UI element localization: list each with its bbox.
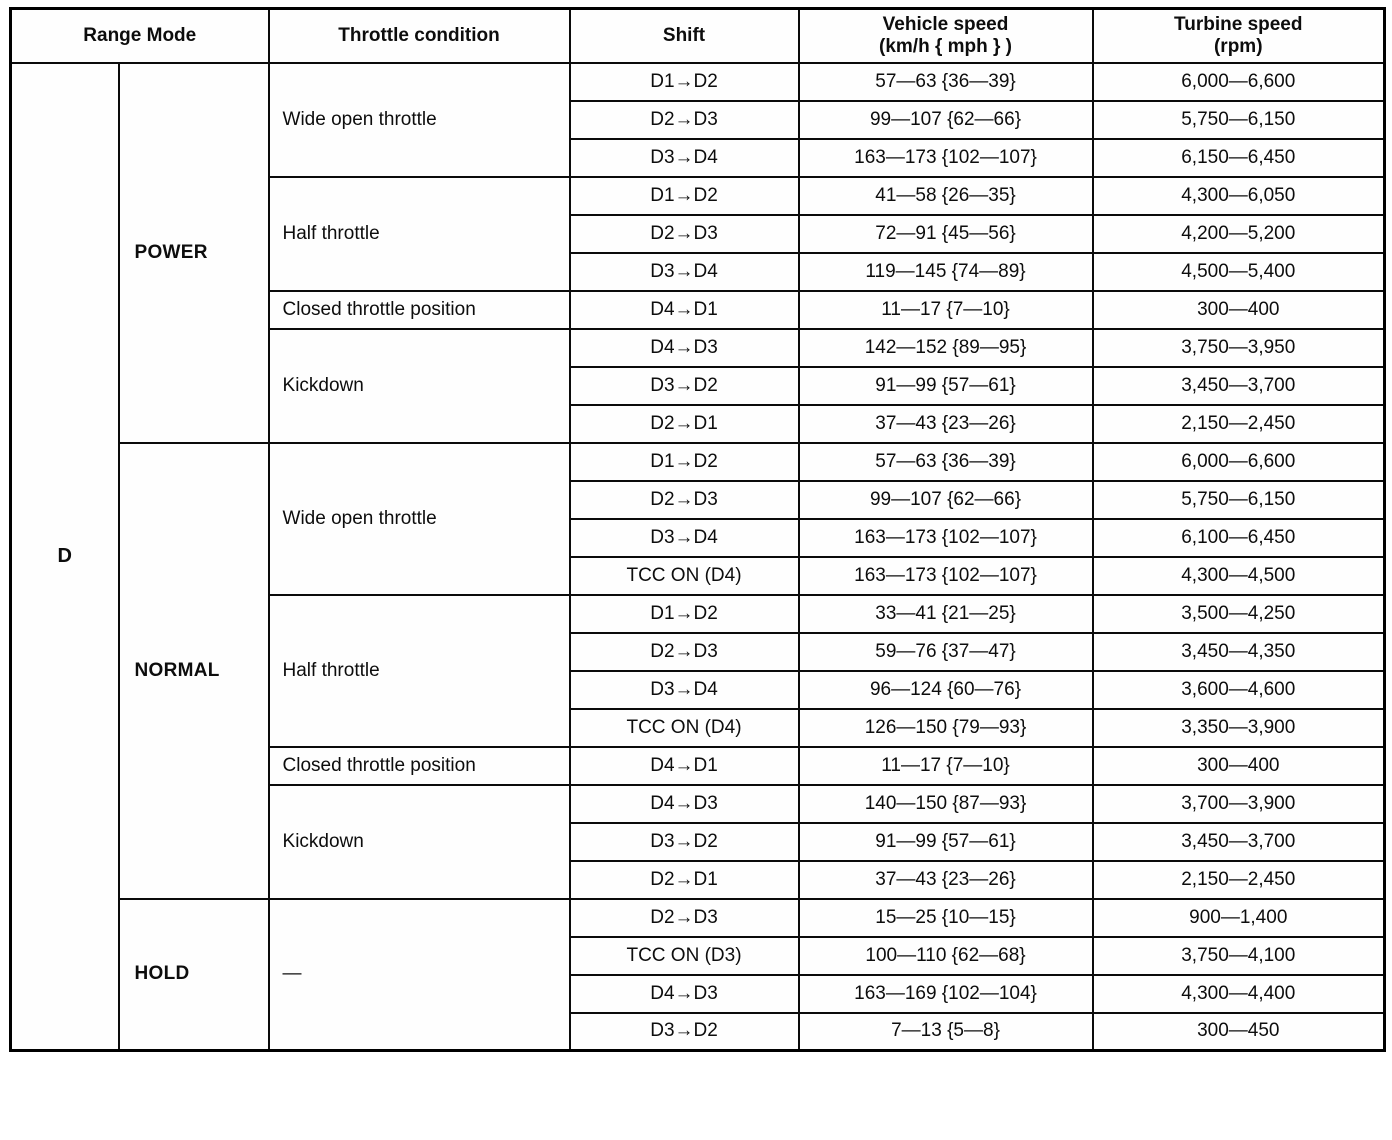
throttle-condition-cell: Wide open throttle bbox=[269, 443, 570, 595]
vehicle-speed-cell: 37—43 {23—26} bbox=[799, 405, 1093, 443]
header-range-mode bbox=[11, 9, 269, 63]
shift-cell: D3→D4 bbox=[570, 253, 799, 291]
vehicle-speed-cell: 15—25 {10—15} bbox=[799, 899, 1093, 937]
vehicle-speed-cell: 99—107 {62—66} bbox=[799, 481, 1093, 519]
shift-cell: D2→D3 bbox=[570, 481, 799, 519]
throttle-condition-cell: Wide open throttle bbox=[269, 63, 570, 177]
mode-cell: NORMAL bbox=[119, 443, 269, 899]
throttle-condition-cell: — bbox=[269, 899, 570, 1051]
turbine-speed-cell: 3,750—4,100 bbox=[1093, 937, 1385, 975]
vehicle-speed-cell: 57—63 {36—39} bbox=[799, 63, 1093, 101]
shift-cell: D1→D2 bbox=[570, 177, 799, 215]
shift-cell: D2→D1 bbox=[570, 861, 799, 899]
header-vehicle-speed-unit: (km/h { mph } ) bbox=[879, 35, 1013, 57]
shift-cell: TCC ON (D3) bbox=[570, 937, 799, 975]
turbine-speed-cell: 2,150—2,450 bbox=[1093, 405, 1385, 443]
table-body bbox=[11, 63, 1385, 1051]
header-vehicle-speed bbox=[799, 9, 1093, 63]
vehicle-speed-cell: 100—110 {62—68} bbox=[799, 937, 1093, 975]
throttle-condition-cell: Half throttle bbox=[269, 595, 570, 747]
shift-cell: TCC ON (D4) bbox=[570, 557, 799, 595]
shift-cell: D3→D4 bbox=[570, 671, 799, 709]
vehicle-speed-cell: 7—13 {5—8} bbox=[799, 1013, 1093, 1051]
throttle-condition-cell: Half throttle bbox=[269, 177, 570, 291]
shift-cell: TCC ON (D4) bbox=[570, 709, 799, 747]
shift-cell: D3→D4 bbox=[570, 139, 799, 177]
shift-cell: D3→D4 bbox=[570, 519, 799, 557]
header-throttle-condition-label: Throttle condition bbox=[338, 24, 500, 46]
table-header bbox=[11, 9, 1385, 63]
turbine-speed-cell: 3,700—3,900 bbox=[1093, 785, 1385, 823]
shift-speed-table bbox=[9, 7, 1386, 1052]
turbine-speed-cell: 3,750—3,950 bbox=[1093, 329, 1385, 367]
throttle-condition-cell: Closed throttle position bbox=[269, 291, 570, 329]
header-turbine-speed bbox=[1093, 9, 1385, 63]
shift-cell: D1→D2 bbox=[570, 443, 799, 481]
vehicle-speed-cell: 41—58 {26—35} bbox=[799, 177, 1093, 215]
vehicle-speed-cell: 11—17 {7—10} bbox=[799, 291, 1093, 329]
throttle-condition-cell: Kickdown bbox=[269, 329, 570, 443]
header-throttle-condition bbox=[269, 9, 570, 63]
mode-cell: HOLD bbox=[119, 899, 269, 1051]
shift-cell: D2→D3 bbox=[570, 215, 799, 253]
turbine-speed-cell: 6,000—6,600 bbox=[1093, 63, 1385, 101]
vehicle-speed-cell: 126—150 {79—93} bbox=[799, 709, 1093, 747]
vehicle-speed-cell: 91—99 {57—61} bbox=[799, 367, 1093, 405]
header-turbine-speed-title: Turbine speed bbox=[1174, 13, 1303, 35]
throttle-condition-cell: Kickdown bbox=[269, 785, 570, 899]
vehicle-speed-cell: 57—63 {36—39} bbox=[799, 443, 1093, 481]
turbine-speed-cell: 3,450—3,700 bbox=[1093, 823, 1385, 861]
table-row bbox=[11, 63, 1385, 101]
turbine-speed-cell: 3,500—4,250 bbox=[1093, 595, 1385, 633]
vehicle-speed-cell: 163—173 {102—107} bbox=[799, 519, 1093, 557]
turbine-speed-cell: 5,750—6,150 bbox=[1093, 481, 1385, 519]
header-shift-label: Shift bbox=[662, 24, 706, 46]
vehicle-speed-cell: 163—169 {102—104} bbox=[799, 975, 1093, 1013]
range-cell: D bbox=[11, 63, 119, 1051]
turbine-speed-cell: 900—1,400 bbox=[1093, 899, 1385, 937]
throttle-condition-cell: Closed throttle position bbox=[269, 747, 570, 785]
header-row bbox=[11, 9, 1385, 63]
shift-cell: D1→D2 bbox=[570, 595, 799, 633]
turbine-speed-cell: 3,450—4,350 bbox=[1093, 633, 1385, 671]
shift-cell: D4→D1 bbox=[570, 291, 799, 329]
turbine-speed-cell: 4,300—6,050 bbox=[1093, 177, 1385, 215]
shift-cell: D1→D2 bbox=[570, 63, 799, 101]
shift-cell: D4→D3 bbox=[570, 975, 799, 1013]
vehicle-speed-cell: 11—17 {7—10} bbox=[799, 747, 1093, 785]
turbine-speed-cell: 6,150—6,450 bbox=[1093, 139, 1385, 177]
vehicle-speed-cell: 96—124 {60—76} bbox=[799, 671, 1093, 709]
shift-cell: D2→D3 bbox=[570, 633, 799, 671]
turbine-speed-cell: 2,150—2,450 bbox=[1093, 861, 1385, 899]
vehicle-speed-cell: 72—91 {45—56} bbox=[799, 215, 1093, 253]
vehicle-speed-cell: 163—173 {102—107} bbox=[799, 557, 1093, 595]
turbine-speed-cell: 4,300—4,400 bbox=[1093, 975, 1385, 1013]
vehicle-speed-cell: 119—145 {74—89} bbox=[799, 253, 1093, 291]
turbine-speed-cell: 5,750—6,150 bbox=[1093, 101, 1385, 139]
header-range-mode-label: Range Mode bbox=[83, 24, 197, 46]
turbine-speed-cell: 6,100—6,450 bbox=[1093, 519, 1385, 557]
table-row bbox=[11, 899, 1385, 937]
vehicle-speed-cell: 142—152 {89—95} bbox=[799, 329, 1093, 367]
vehicle-speed-cell: 33—41 {21—25} bbox=[799, 595, 1093, 633]
shift-cell: D3→D2 bbox=[570, 1013, 799, 1051]
shift-cell: D4→D3 bbox=[570, 329, 799, 367]
shift-cell: D4→D1 bbox=[570, 747, 799, 785]
turbine-speed-cell: 4,300—4,500 bbox=[1093, 557, 1385, 595]
shift-cell: D4→D3 bbox=[570, 785, 799, 823]
turbine-speed-cell: 3,350—3,900 bbox=[1093, 709, 1385, 747]
vehicle-speed-cell: 91—99 {57—61} bbox=[799, 823, 1093, 861]
header-vehicle-speed-title: Vehicle speed bbox=[882, 13, 1009, 35]
header-turbine-speed-unit: (rpm) bbox=[1213, 35, 1263, 57]
turbine-speed-cell: 3,450—3,700 bbox=[1093, 367, 1385, 405]
shift-cell: D2→D3 bbox=[570, 899, 799, 937]
shift-cell: D2→D1 bbox=[570, 405, 799, 443]
header-shift bbox=[570, 9, 799, 63]
vehicle-speed-cell: 59—76 {37—47} bbox=[799, 633, 1093, 671]
turbine-speed-cell: 300—450 bbox=[1093, 1013, 1385, 1051]
vehicle-speed-cell: 163—173 {102—107} bbox=[799, 139, 1093, 177]
shift-cell: D3→D2 bbox=[570, 823, 799, 861]
turbine-speed-cell: 300—400 bbox=[1093, 747, 1385, 785]
turbine-speed-cell: 300—400 bbox=[1093, 291, 1385, 329]
shift-cell: D3→D2 bbox=[570, 367, 799, 405]
vehicle-speed-cell: 37—43 {23—26} bbox=[799, 861, 1093, 899]
turbine-speed-cell: 6,000—6,600 bbox=[1093, 443, 1385, 481]
turbine-speed-cell: 4,200—5,200 bbox=[1093, 215, 1385, 253]
turbine-speed-cell: 3,600—4,600 bbox=[1093, 671, 1385, 709]
vehicle-speed-cell: 99—107 {62—66} bbox=[799, 101, 1093, 139]
turbine-speed-cell: 4,500—5,400 bbox=[1093, 253, 1385, 291]
table-row bbox=[11, 443, 1385, 481]
mode-cell: POWER bbox=[119, 63, 269, 443]
vehicle-speed-cell: 140—150 {87—93} bbox=[799, 785, 1093, 823]
shift-cell: D2→D3 bbox=[570, 101, 799, 139]
